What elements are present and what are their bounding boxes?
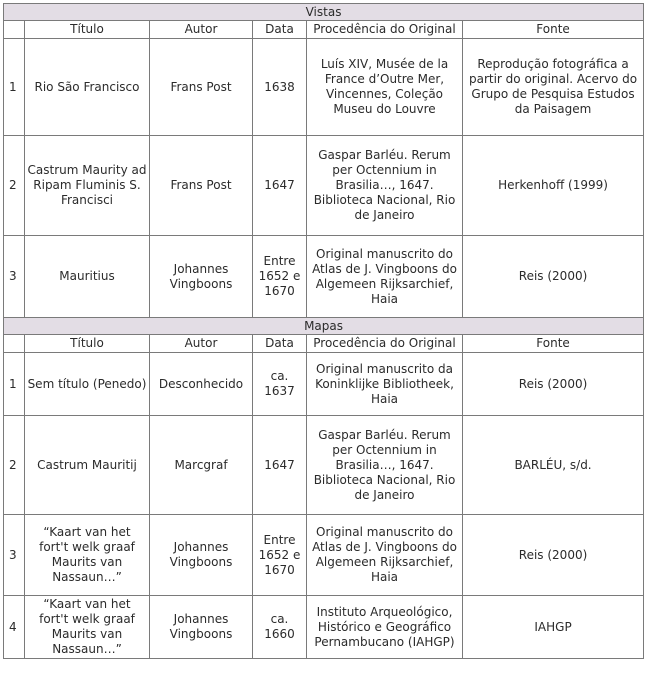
cell-titulo: Mauritius: [25, 236, 150, 318]
cell-data: 1638: [253, 39, 307, 136]
section-title: Vistas: [4, 4, 644, 21]
cell-titulo: “Kaart van het fort't welk graaf Maurits van Nassaun…”: [25, 596, 150, 659]
cell-data: ca. 1637: [253, 353, 307, 416]
cell-autor: Frans Post: [150, 136, 253, 236]
cell-autor: Frans Post: [150, 39, 253, 136]
cell-data: Entre 1652 e 1670: [253, 515, 307, 596]
header-procedencia: Procedência do Original: [307, 335, 463, 353]
cell-fonte: Herkenhoff (1999): [463, 136, 644, 236]
header-number: [4, 21, 25, 39]
cell-procedencia: Gaspar Barléu. Rerum per Octennium in Brasilia…, 1647. Biblioteca Nacional, Rio de Janeiro: [307, 416, 463, 515]
cell-fonte: Reis (2000): [463, 353, 644, 416]
row-number: 3: [4, 236, 25, 318]
header-data: Data: [253, 21, 307, 39]
header-fonte: Fonte: [463, 21, 644, 39]
table-row: [4, 596, 644, 659]
cell-procedencia: Original manuscrito do Atlas de J. Vingboons do Algemeen Rijksarchief, Haia: [307, 236, 463, 318]
cell-titulo: Sem título (Penedo): [25, 353, 150, 416]
row-number: 4: [4, 596, 25, 659]
table-row: [4, 136, 644, 236]
cell-autor: Marcgraf: [150, 416, 253, 515]
header-procedencia: Procedência do Original: [307, 21, 463, 39]
cell-autor: Johannes Vingboons: [150, 596, 253, 659]
column-header-row: [4, 21, 644, 39]
table-row: [4, 416, 644, 515]
cell-procedencia: Luís XIV, Musée de la France d’Outre Mer, Vincennes, Coleção Museu do Louvre: [307, 39, 463, 136]
cell-data: ca. 1660: [253, 596, 307, 659]
cell-fonte: Reis (2000): [463, 236, 644, 318]
section-header-vistas: [4, 4, 644, 21]
cell-fonte: Reis (2000): [463, 515, 644, 596]
cell-autor: Desconhecido: [150, 353, 253, 416]
row-number: 1: [4, 353, 25, 416]
cell-fonte: Reprodução fotográfica a partir do original. Acervo do Grupo de Pesquisa Estudos da Paisagem: [463, 39, 644, 136]
cell-titulo: Castrum Mauritij: [25, 416, 150, 515]
cell-procedencia: Original manuscrito do Atlas de J. Vingboons do Algemeen Rijksarchief, Haia: [307, 515, 463, 596]
cell-titulo: Castrum Maurity ad Ripam Fluminis S. Francisci: [25, 136, 150, 236]
row-number: 1: [4, 39, 25, 136]
row-number: 2: [4, 136, 25, 236]
cell-data: 1647: [253, 416, 307, 515]
cell-procedencia: Gaspar Barléu. Rerum per Octennium in Brasilia…, 1647. Biblioteca Nacional, Rio de Janeiro: [307, 136, 463, 236]
cell-titulo: “Kaart van het fort't welk graaf Maurits van Nassaun…”: [25, 515, 150, 596]
header-data: Data: [253, 335, 307, 353]
cell-autor: Johannes Vingboons: [150, 236, 253, 318]
header-titulo: Título: [25, 335, 150, 353]
cell-fonte: IAHGP: [463, 596, 644, 659]
cell-procedencia: Instituto Arqueológico, Histórico e Geográfico Pernambucano (IAHGP): [307, 596, 463, 659]
table-row: [4, 353, 644, 416]
column-header-row: [4, 335, 644, 353]
cell-fonte: BARLÉU, s/d.: [463, 416, 644, 515]
cell-procedencia: Original manuscrito da Koninklijke Bibliotheek, Haia: [307, 353, 463, 416]
row-number: 2: [4, 416, 25, 515]
cell-titulo: Rio São Francisco: [25, 39, 150, 136]
cell-data: Entre 1652 e 1670: [253, 236, 307, 318]
table-row: [4, 39, 644, 136]
header-autor: Autor: [150, 21, 253, 39]
section-title: Mapas: [4, 318, 644, 335]
cell-data: 1647: [253, 136, 307, 236]
row-number: 3: [4, 515, 25, 596]
section-header-mapas: [4, 318, 644, 335]
header-fonte: Fonte: [463, 335, 644, 353]
header-titulo: Título: [25, 21, 150, 39]
catalog-table: [3, 3, 644, 659]
table-row: [4, 236, 644, 318]
header-number: [4, 335, 25, 353]
header-autor: Autor: [150, 335, 253, 353]
cell-autor: Johannes Vingboons: [150, 515, 253, 596]
table-row: [4, 515, 644, 596]
